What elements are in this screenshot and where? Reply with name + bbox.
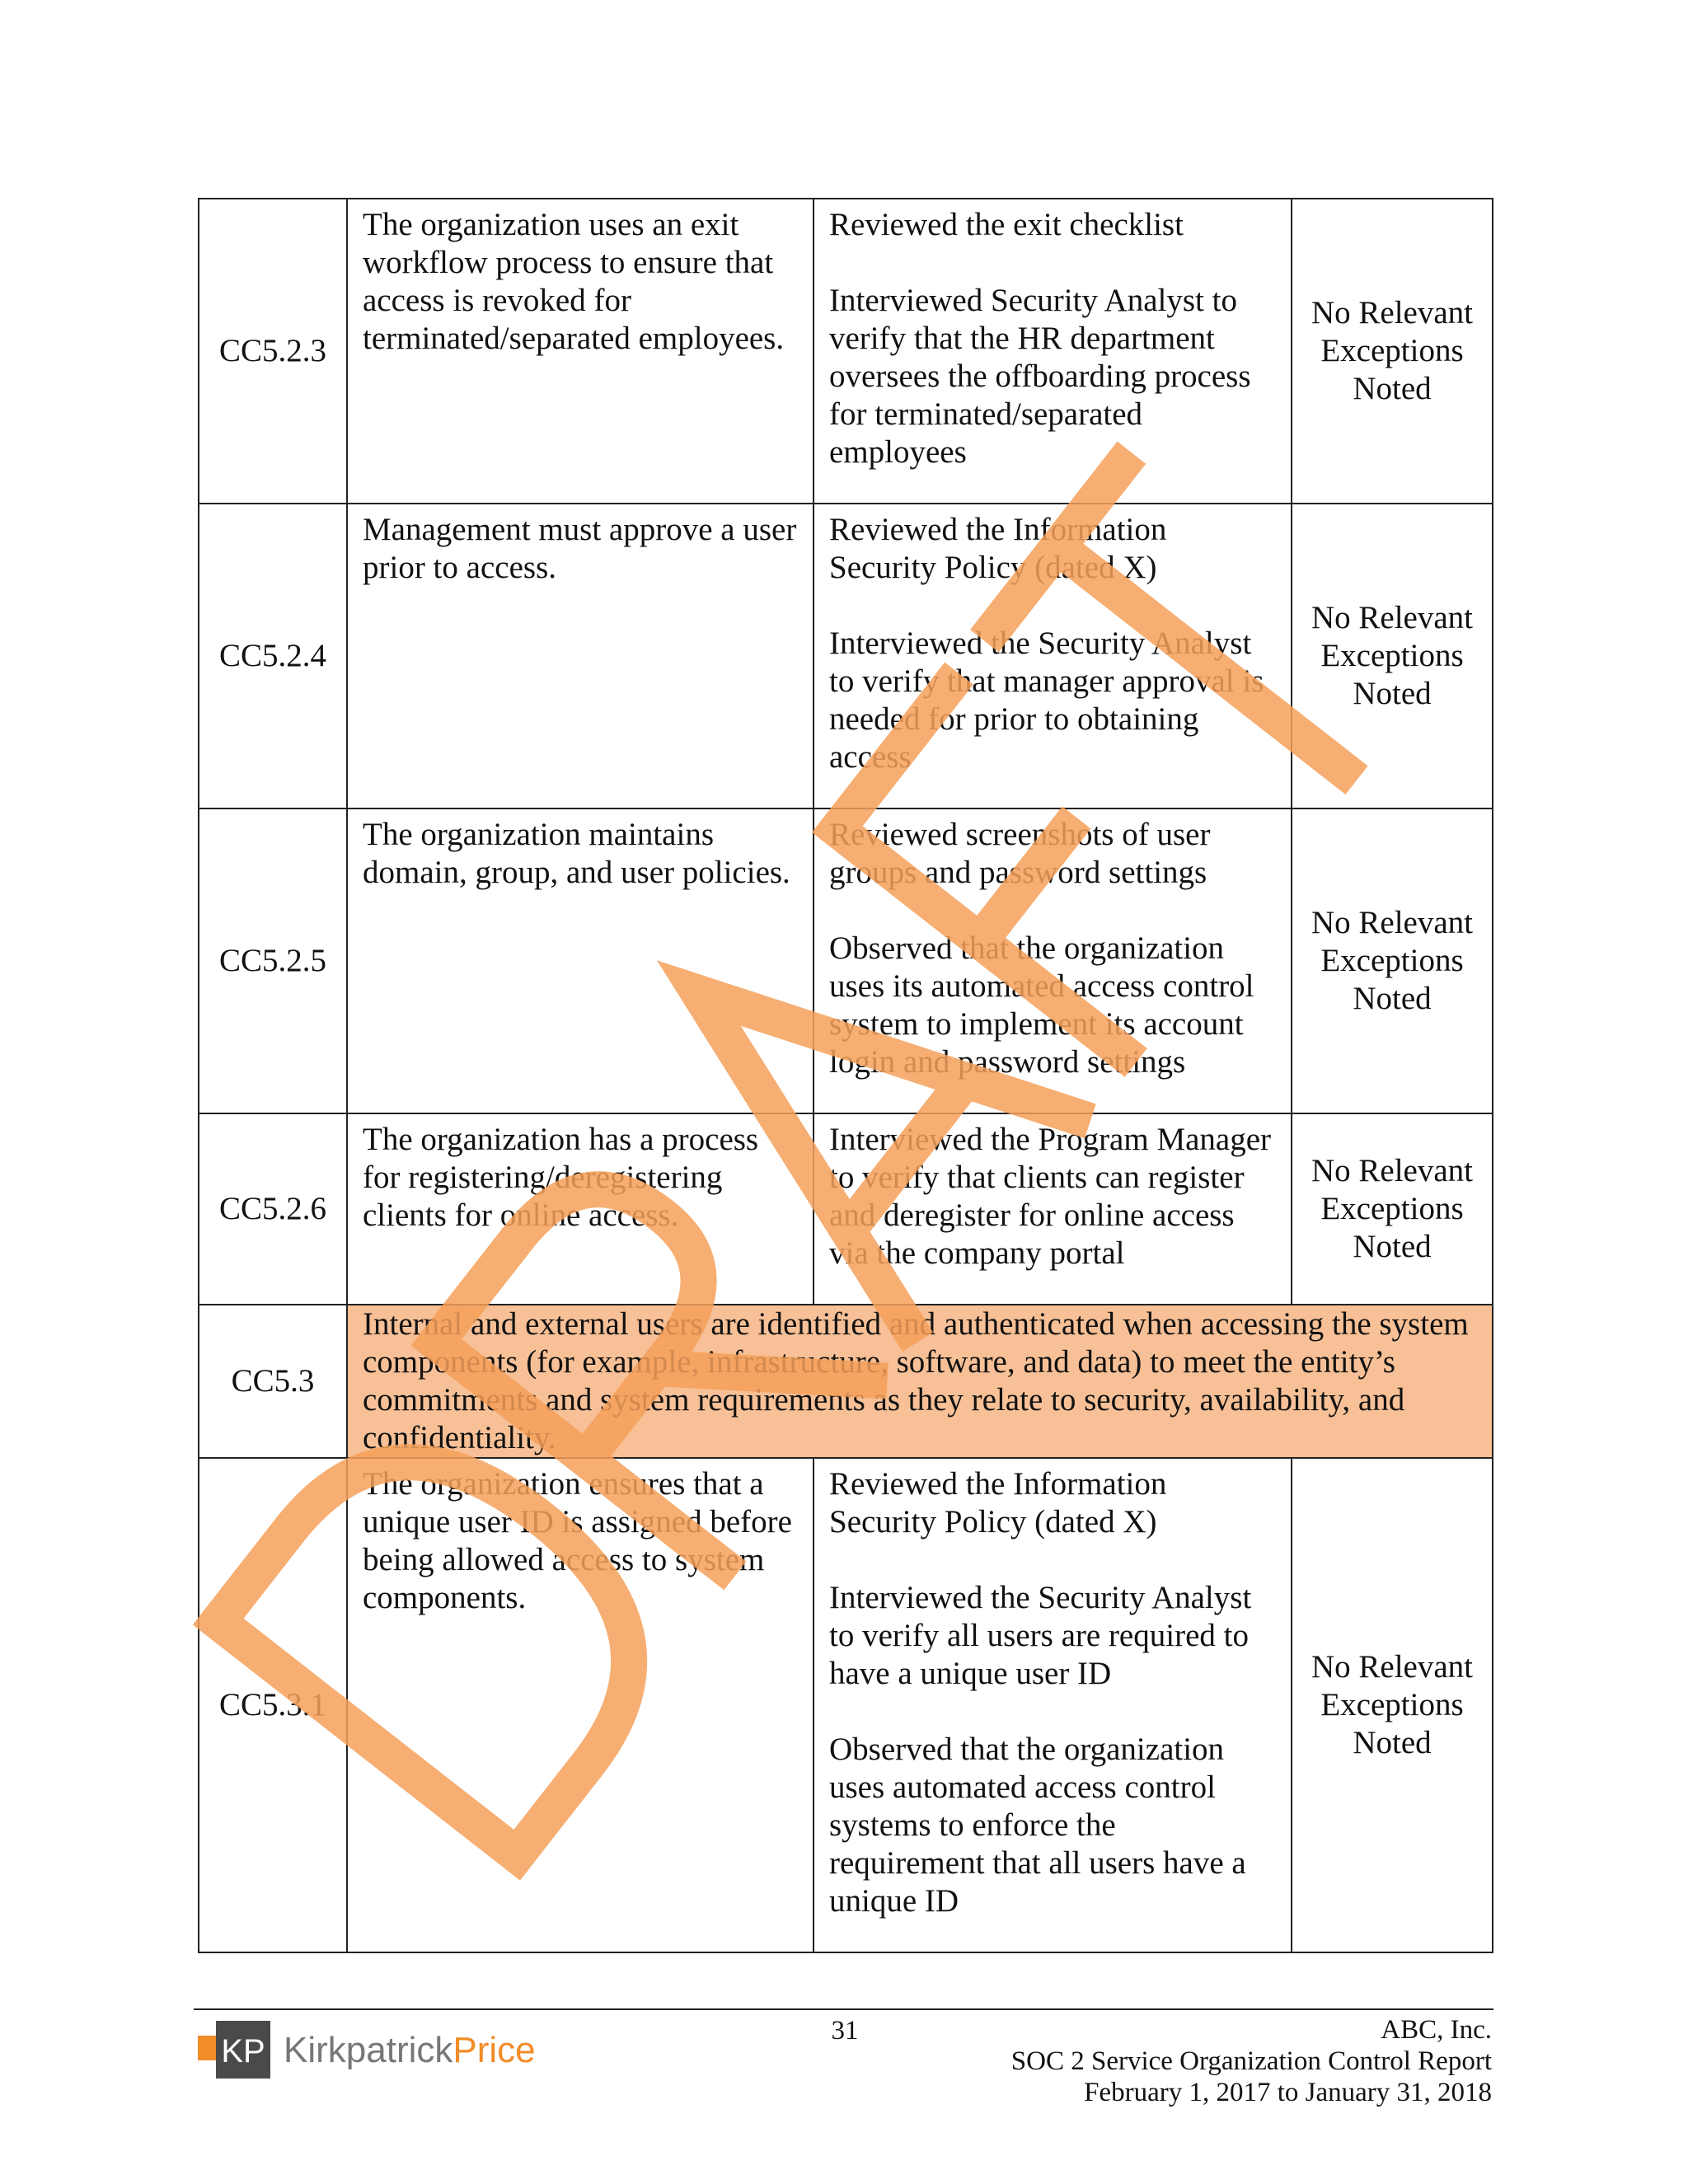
logo-orange-block bbox=[198, 2036, 216, 2060]
control-description: Management must approve a user prior to access. bbox=[347, 504, 814, 808]
table-row bbox=[199, 199, 1493, 504]
table-row bbox=[199, 1458, 1493, 1952]
test-procedures bbox=[814, 504, 1292, 808]
table-row bbox=[199, 504, 1493, 808]
test-procedures bbox=[814, 1458, 1292, 1952]
logo-word-1: Kirkpatrick bbox=[284, 2030, 453, 2070]
test-result: No Relevant Exceptions Noted bbox=[1292, 808, 1493, 1113]
test-result: No Relevant Exceptions Noted bbox=[1292, 1458, 1493, 1952]
control-description: The organization maintains domain, group, and user policies. bbox=[347, 808, 814, 1113]
table-row bbox=[199, 1113, 1493, 1305]
control-id: CC5.3.1 bbox=[199, 1458, 347, 1952]
test-step: Interviewed Security Analyst to verify that the HR department oversees the offboarding process for terminated/separated employees bbox=[829, 283, 1251, 470]
controls-table bbox=[198, 198, 1493, 1953]
test-result: No Relevant Exceptions Noted bbox=[1292, 1113, 1493, 1305]
test-result: No Relevant Exceptions Noted bbox=[1292, 504, 1493, 808]
footer-period: February 1, 2017 to January 31, 2018 bbox=[1084, 2078, 1492, 2107]
footer-report-info bbox=[1011, 2014, 1492, 2108]
test-step: Observed that the organization uses automated access control systems to enforce the requirement that all users have a unique ID bbox=[829, 1732, 1246, 1919]
footer-report-title: SOC 2 Service Organization Control Report bbox=[1010, 2046, 1492, 2076]
control-id: CC5.2.4 bbox=[199, 504, 347, 808]
criteria-row bbox=[199, 1305, 1493, 1458]
test-procedures bbox=[814, 199, 1292, 504]
control-id: CC5.2.6 bbox=[199, 1113, 347, 1305]
footer-rule bbox=[194, 2008, 1493, 2010]
test-step: Interviewed the Security Analyst to verify that manager approval is needed for prior to obtaining access bbox=[829, 626, 1264, 775]
footer-company: ABC, Inc. bbox=[1381, 2015, 1492, 2045]
test-step: Observed that the organization uses its automated access control system to implement its account login and password settings bbox=[829, 930, 1254, 1080]
test-procedures bbox=[814, 808, 1292, 1113]
test-result: No Relevant Exceptions Noted bbox=[1292, 199, 1493, 504]
control-description: The organization uses an exit workflow process to ensure that access is revoked for terminated/separated employees. bbox=[347, 199, 814, 504]
test-step: Interviewed the Program Manager to verify that clients can register and deregister for online access via the company portal bbox=[829, 1122, 1272, 1271]
test-step: Reviewed the Information Security Policy (dated X) bbox=[829, 512, 1167, 585]
criteria-id: CC5.3 bbox=[199, 1305, 347, 1458]
test-step: Reviewed screenshots of user groups and password settings bbox=[829, 817, 1211, 890]
svg-text:KirkpatrickPrice bbox=[284, 2030, 536, 2070]
test-step: Reviewed the exit checklist bbox=[829, 207, 1184, 242]
logo-word-2: Price bbox=[452, 2030, 536, 2070]
criteria-description: Internal and external users are identified and authenticated when accessing the system components (for example, infrastructure, software, and data) to meet the entity’s commitments and system requirements as they relate to security, availability, and confidentiality. bbox=[347, 1305, 1493, 1458]
control-id: CC5.2.5 bbox=[199, 808, 347, 1113]
kirkpatrickprice-logo bbox=[198, 2021, 552, 2083]
control-description: The organization ensures that a unique user ID is assigned before being allowed access to system components. bbox=[347, 1458, 814, 1952]
test-procedures bbox=[814, 1113, 1292, 1305]
logo-mark: KP bbox=[221, 2033, 265, 2069]
control-id: CC5.2.3 bbox=[199, 199, 347, 504]
test-step: Reviewed the Information Security Policy (dated X) bbox=[829, 1466, 1167, 1540]
test-step: Interviewed the Security Analyst to verify all users are required to have a unique user ID bbox=[829, 1580, 1252, 1691]
control-description: The organization has a process for registering/deregistering clients for online access. bbox=[347, 1113, 814, 1305]
table-row bbox=[199, 808, 1493, 1113]
page-number: 31 bbox=[831, 2016, 859, 2046]
